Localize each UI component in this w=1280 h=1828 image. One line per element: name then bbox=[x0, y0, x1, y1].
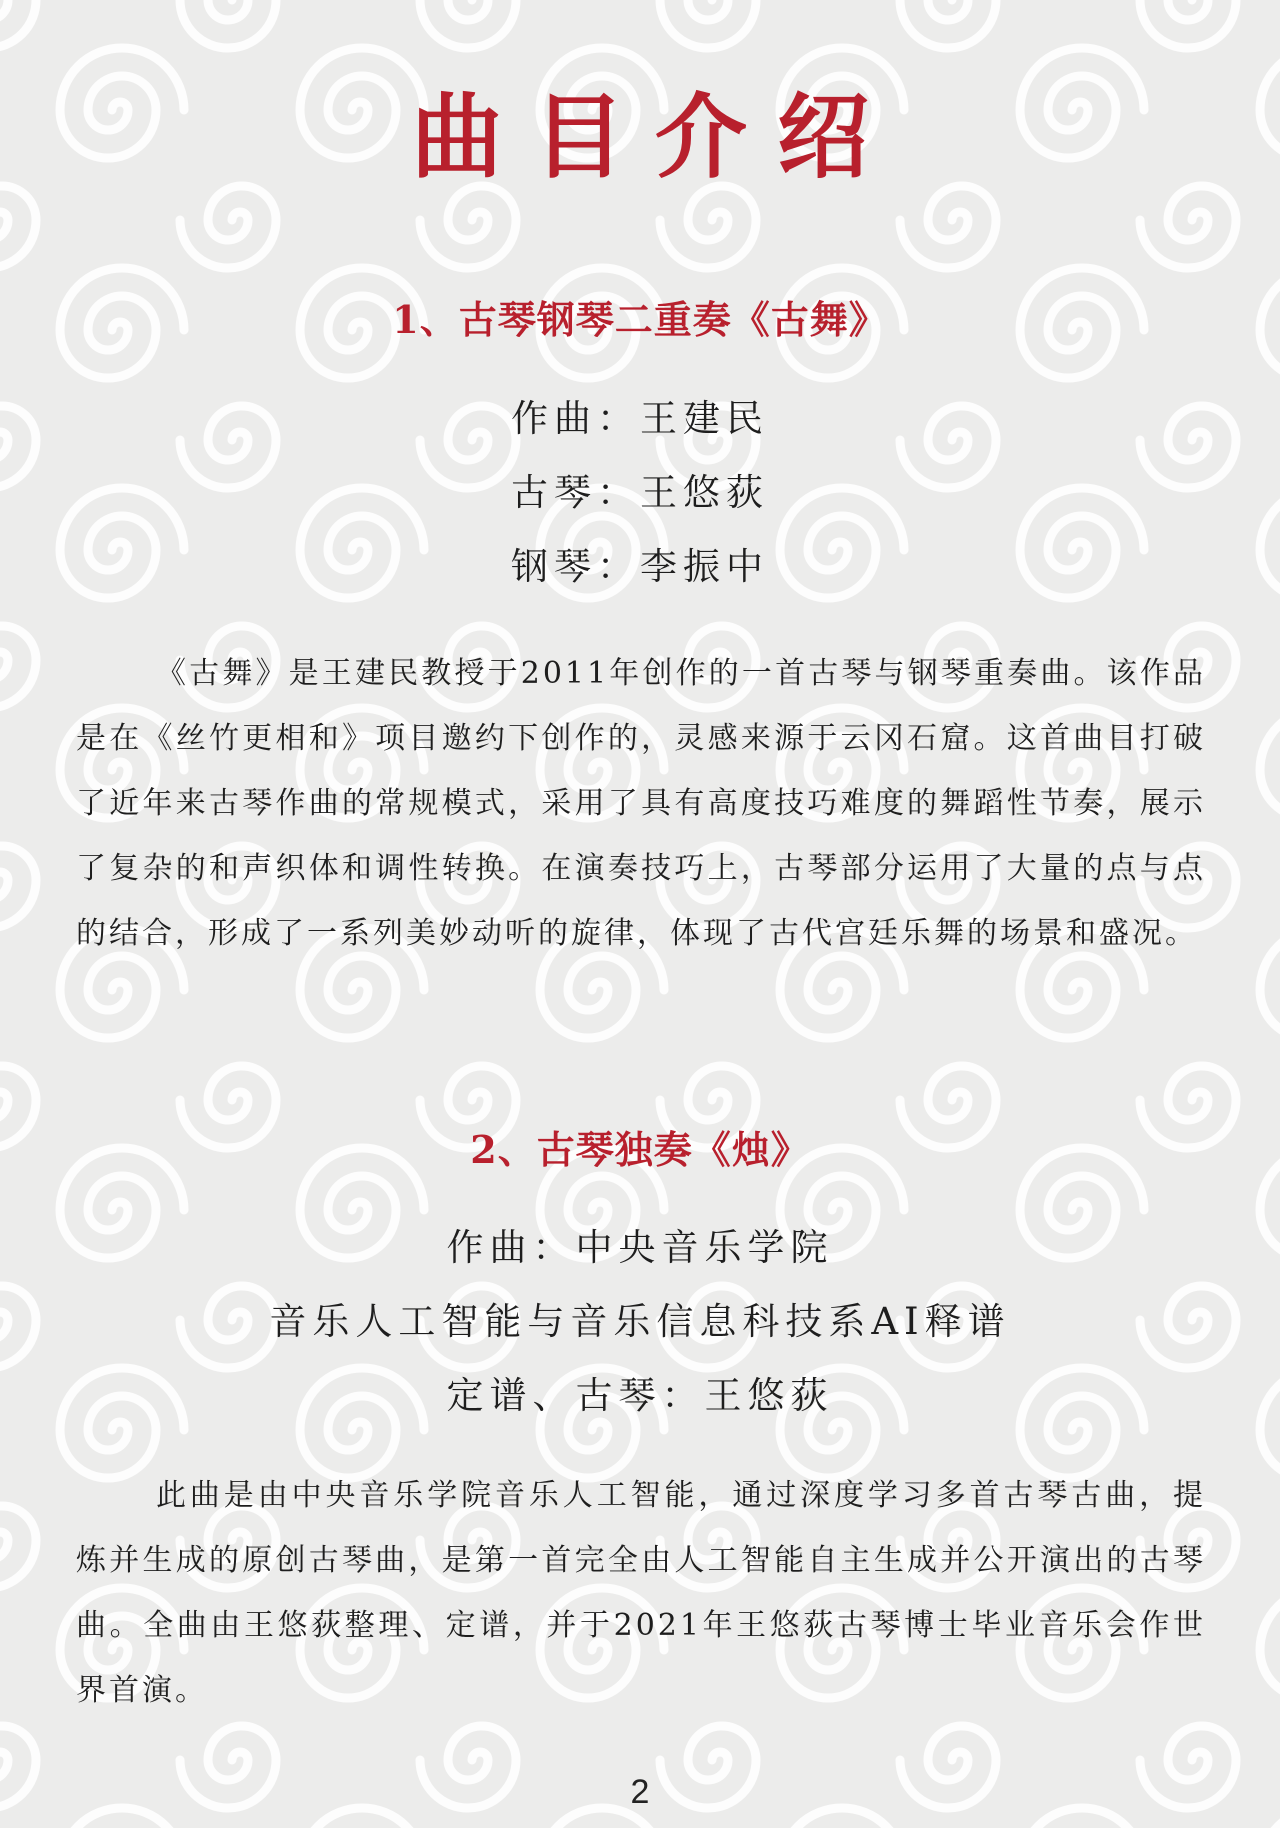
piece-1-description: 《古舞》是王建民教授于2011年创作的一首古琴与钢琴重奏曲。该作品是在《丝竹更相和》项目邀约下创作的，灵感来源于云冈石窟。这首曲目打破了近年来古琴作曲的常规模式，采用了具有高度技巧难度的舞蹈性节奏，展示了复杂的和声织体和调性转换。在演奏技巧上，古琴部分运用了大量的点与点的结合，形成了一系列美妙动听的旋律，体现了古代宫廷乐舞的场景和盛况。 bbox=[76, 656, 1206, 951]
page-number: 2 bbox=[630, 1773, 650, 1811]
piece-2-credit-ai: 音乐人工智能与音乐信息科技系AI释谱 bbox=[269, 1300, 1011, 1343]
piece-2-credit-composer: 作曲：中央音乐学院 bbox=[446, 1226, 834, 1269]
piece-1-credit-composer: 作曲：王建民 bbox=[511, 397, 769, 440]
piece-2-credit-guqin: 定谱、古琴：王悠荻 bbox=[446, 1374, 834, 1417]
piece-1-credit-piano: 钢琴：李振中 bbox=[511, 545, 769, 588]
piece-1-heading: 1、古琴钢琴二重奏《古舞》 bbox=[392, 297, 888, 342]
piece-1-credit-guqin: 古琴：王悠荻 bbox=[511, 471, 769, 514]
piece-2-description: 此曲是由中央音乐学院音乐人工智能，通过深度学习多首古琴古曲，提炼并生成的原创古琴曲，是第一首完全由人工智能自主生成并公开演出的古琴曲。全曲由王悠荻整理、定谱，并于2021年王悠荻古琴博士毕业音乐会作世界首演。 bbox=[76, 1478, 1206, 1708]
piece-2-heading: 2、古琴独奏《烛》 bbox=[470, 1127, 810, 1172]
page-title: 曲目介绍 bbox=[410, 83, 899, 191]
